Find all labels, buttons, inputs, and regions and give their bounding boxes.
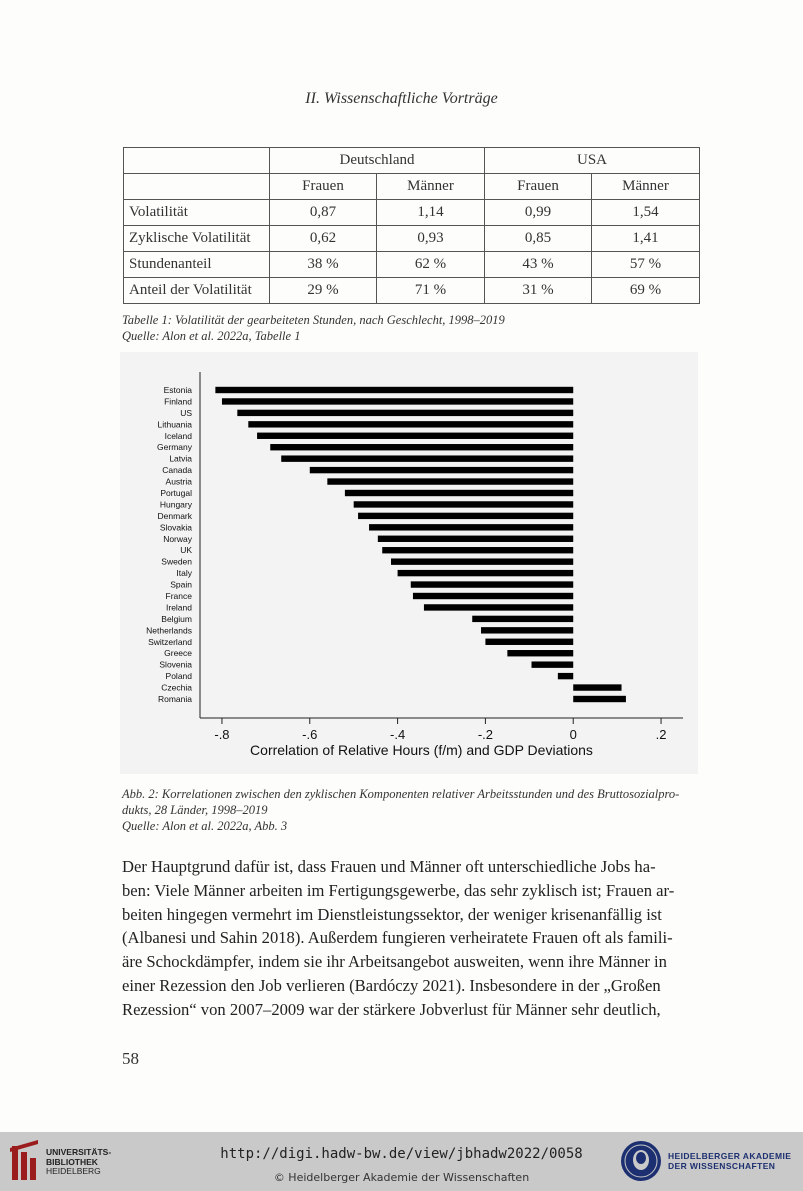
bars-layer — [215, 387, 626, 702]
bar-portugal — [345, 490, 573, 496]
table-cell: 38 % — [270, 252, 377, 278]
bar-france — [413, 593, 573, 599]
chart-svg — [120, 352, 698, 774]
table-source: Quelle: Alon et al. 2022a, Tabelle 1 — [122, 329, 301, 343]
x-tick-label: 0 — [569, 727, 577, 742]
bar-slovakia — [369, 524, 573, 530]
viewer-footer — [0, 1132, 803, 1191]
x-axis-title: Correlation of Relative Hours (f/m) and GDP Deviations — [250, 742, 593, 758]
bar-sweden — [391, 558, 573, 564]
category-label: Poland — [165, 671, 192, 682]
table-cell: 69 % — [592, 278, 700, 304]
bar-belgium — [472, 616, 573, 622]
table-subheader: Frauen — [270, 174, 377, 200]
category-labels-layer — [146, 385, 193, 704]
running-head: II. Wissenschaftliche Vorträge — [305, 90, 498, 107]
correlation-chart — [120, 352, 698, 774]
table-subheader: Frauen — [485, 174, 592, 200]
table-corner-cell — [124, 148, 270, 174]
table-cell: 71 % — [377, 278, 485, 304]
table-cell: 1,54 — [592, 200, 700, 226]
bar-poland — [558, 673, 573, 679]
library-name-line: BIBLIOTHEK — [46, 1156, 98, 1167]
text-line: äre Schockdämpfer, indem sie ihr Arbeitsangebot ausweiten, wenn ihre Männer in — [122, 952, 667, 972]
category-label: Finland — [164, 396, 192, 407]
library-name-line: UNIVERSITÄTS- — [46, 1147, 112, 1157]
table-group-header: Deutschland — [270, 148, 485, 174]
table-cell: 1,14 — [377, 200, 485, 226]
copyright-notice: © Heidelberger Akademie der Wissenschaften — [273, 1171, 530, 1184]
table-row-label: Zyklische Volatilität — [124, 226, 270, 252]
academy-name-line: HEIDELBERGER AKADEMIE — [668, 1151, 792, 1161]
library-name-line: HEIDELBERG — [46, 1166, 101, 1176]
table-cell: 57 % — [592, 252, 700, 278]
text-line: Der Hauptgrund dafür ist, dass Frauen und Männer oft unterschiedliche Jobs ha- — [122, 857, 656, 876]
category-label: Canada — [162, 465, 192, 476]
document-url-link[interactable]: http://digi.hadw-bw.de/view/jbhadw2022/0058 — [220, 1146, 583, 1162]
category-label: Estonia — [163, 385, 192, 395]
table-row — [124, 252, 700, 278]
bar-italy — [398, 570, 574, 576]
x-tick-label: .2 — [655, 727, 667, 742]
table-cell: 0,99 — [485, 200, 592, 226]
page-number: 58 — [122, 1049, 139, 1068]
bar-norway — [378, 536, 573, 542]
table-row-label: Volatilität — [124, 200, 270, 226]
bar-canada — [310, 467, 573, 473]
text-line: einer Rezession den Job verlieren (Bardóczy 2021). Insbesondere in der „Großen — [122, 975, 661, 995]
table-row-label: Anteil der Volatilität — [124, 278, 270, 304]
body-paragraph — [122, 855, 698, 1022]
bar-romania — [573, 696, 626, 702]
table-subheader: Männer — [592, 174, 700, 200]
bar-netherlands — [481, 627, 573, 633]
category-label: Greece — [164, 648, 192, 659]
category-label: Lithuania — [157, 419, 192, 430]
category-label: Czechia — [161, 682, 192, 693]
table-cell: 0,62 — [270, 226, 377, 252]
table-cell: 0,85 — [485, 226, 592, 252]
bar-austria — [327, 478, 573, 484]
academy-name-line: DER WISSENSCHAFTEN — [668, 1161, 776, 1171]
figure-caption-line2: dukts, 28 Länder, 1998–2019 — [122, 803, 268, 817]
bar-lithuania — [248, 421, 573, 427]
category-label: Germany — [157, 442, 192, 453]
bar-hungary — [354, 501, 574, 507]
figure-source: Quelle: Alon et al. 2022a, Abb. 3 — [122, 819, 288, 833]
volatility-table — [123, 147, 700, 304]
figure-caption-line1: Abb. 2: Korrelationen zwischen den zyklischen Komponenten relativer Arbeitsstunden und des Bruttosozialpro- — [122, 787, 680, 801]
bar-switzerland — [485, 639, 573, 645]
category-label: Hungary — [159, 499, 192, 510]
x-tick-label: -.2 — [477, 727, 493, 742]
category-label: Slovakia — [159, 522, 192, 533]
table-cell: 43 % — [485, 252, 592, 278]
category-label: Iceland — [164, 430, 192, 441]
table-row-label: Stundenanteil — [124, 252, 270, 278]
table-row — [124, 226, 700, 252]
bar-ireland — [424, 604, 573, 610]
academy-seal-icon — [620, 1140, 662, 1182]
category-label: Norway — [163, 533, 192, 544]
bar-us — [237, 410, 573, 416]
table-row — [124, 200, 700, 226]
table-cell: 29 % — [270, 278, 377, 304]
bar-denmark — [358, 513, 573, 519]
x-tick-label: -.6 — [302, 727, 318, 742]
table-cell: 31 % — [485, 278, 592, 304]
category-label: Switzerland — [148, 636, 192, 647]
table-group-header: USA — [485, 148, 700, 174]
table-corner-cell — [124, 174, 270, 200]
table-row — [124, 278, 700, 304]
text-line: Rezession“ von 2007–2009 war der stärkere Jobverlust für Männer sehr deutlich, — [122, 999, 661, 1019]
category-label: UK — [180, 545, 192, 556]
text-line: beiten hingegen vermehrt im Dienstleistungssektor, der weniger krisenanfällig ist — [122, 904, 662, 924]
bar-latvia — [281, 455, 573, 461]
category-label: US — [180, 407, 192, 418]
x-tick-label: -.8 — [214, 727, 230, 742]
category-label: Denmark — [157, 510, 192, 521]
bar-germany — [270, 444, 573, 450]
category-label: Netherlands — [146, 625, 192, 636]
table-subheader: Männer — [377, 174, 485, 200]
bar-czechia — [573, 684, 621, 690]
category-label: Latvia — [169, 453, 192, 464]
academy-name — [668, 1151, 791, 1171]
text-line: (Albanesi und Sahin 2018). Außerdem fungieren verheiratete Frauen oft als famili- — [122, 928, 673, 948]
category-label: Austria — [165, 476, 192, 487]
category-label: Romania — [157, 694, 192, 704]
bar-greece — [507, 650, 573, 656]
category-label: France — [165, 591, 192, 601]
table-cell: 0,93 — [377, 226, 485, 252]
table-cell: 62 % — [377, 252, 485, 278]
category-label: Slovenia — [159, 659, 192, 670]
category-label: Sweden — [161, 556, 192, 567]
table-cell: 0,87 — [270, 200, 377, 226]
x-tick-label: -.4 — [390, 727, 406, 742]
bar-slovenia — [532, 661, 574, 667]
table-cell: 1,41 — [592, 226, 700, 252]
category-label: Italy — [176, 568, 192, 579]
category-label: Belgium — [161, 613, 192, 624]
table-header-row — [124, 148, 700, 174]
x-ticks-layer — [214, 718, 666, 742]
bar-spain — [411, 581, 573, 587]
table-subheader-row — [124, 174, 700, 200]
bar-estonia — [215, 387, 573, 393]
table-caption: Tabelle 1: Volatilität der gearbeiteten Stunden, nach Geschlecht, 1998–2019 — [122, 313, 505, 327]
category-label: Portugal — [160, 488, 192, 498]
bar-iceland — [257, 433, 573, 439]
text-line: ben: Viele Männer arbeiten im Fertigungsgewerbe, das sehr zyklisch ist; Frauen ar- — [122, 880, 675, 900]
bar-uk — [382, 547, 573, 553]
category-label: Ireland — [166, 602, 192, 613]
bar-finland — [222, 398, 573, 404]
category-label: Spain — [170, 579, 192, 590]
